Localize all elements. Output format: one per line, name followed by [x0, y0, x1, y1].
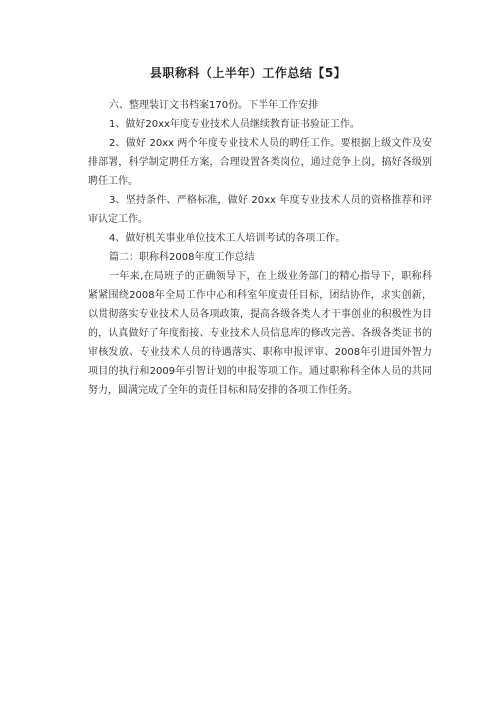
paragraph-item-1: 1、做好20xx年度专业技术人员继续教育证书验证工作。 — [109, 119, 360, 130]
paragraph-item-3: 3、坚持条件、严格标准，做好 20xx 年度专业技术人员的资格推荐和评审认定工作。 — [88, 195, 432, 225]
paragraph-summary: 一年来,在局班子的正确领导下，在上级业务部门的精心指导下，职称科紧紧围绕2008年全局工作中心和科室年度责任目标，团结协作，求实创新，以贯彻落实专业技术人员各项政策，提高各级各类人才干事创业的积极性为目的，认真做好了年度衔接、专业技术人员信息库的修改完善、各级各类证书的审核发放、专业技术人员的待遇落实、职称申报评审、2008年引进国外智力项目的执行和2009年引智计划的申报等项工作。通过职称科全体人员的共同努力，圆满完成了全年的责任目标和局安排的各项工作任务。 — [88, 271, 432, 396]
document-title: 县职称科（上半年）工作总结【5】 — [149, 66, 347, 80]
paragraph-item-2: 2、做好 20xx 两个年度专业技术人员的聘任工作。要根据上级文件及安排部署，科学制定聘任方案，合理设置各类岗位，通过竞争上岗，搞好各级别聘任工作。 — [88, 138, 432, 187]
document-body — [88, 96, 432, 400]
paragraph-item-4: 4、做好机关事业单位技术工人培训考试的各项工作。 — [109, 233, 346, 244]
section-heading-part-two: 篇二：职称科2008年度工作总结 — [109, 252, 255, 263]
paragraph-work-archive: 六、整理装订文书档案170份。下半年工作安排 — [109, 100, 319, 111]
